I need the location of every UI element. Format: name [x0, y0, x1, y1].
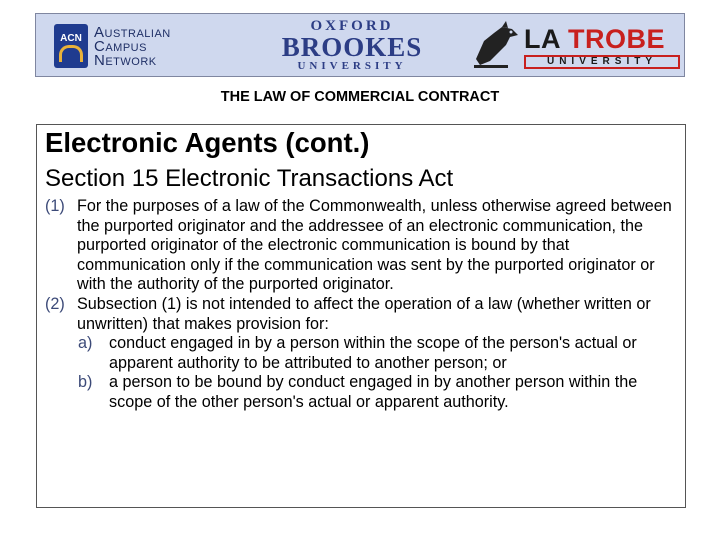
clause-number: (2)	[45, 294, 65, 313]
la-trobe-logo	[468, 19, 682, 73]
course-title: THE LAW OF COMMERCIAL CONTRACT	[220, 89, 500, 105]
clause-number: (1)	[45, 197, 65, 215]
la-trobe-wordmark	[524, 25, 665, 53]
oxford-brookes-logo	[254, 19, 450, 73]
acn-badge-label: ACN	[60, 33, 82, 44]
clause-2	[45, 295, 681, 334]
slide-heading: Electronic Agents (cont.)	[45, 127, 370, 158]
subclause-a	[78, 334, 681, 373]
subclause-text: conduct engaged in by a person within the scope of the person's actual or apparent authority to be attributed to another person; or	[109, 334, 637, 372]
acn-line-2: Campus	[94, 38, 147, 55]
brookes-line-2: BROOKES	[281, 32, 423, 62]
la-trobe-word-la: LA	[524, 24, 560, 54]
acn-badge-icon	[54, 24, 88, 68]
slide-content	[36, 124, 686, 508]
clause-text: Subsection (1) is not intended to affect the operation of a law (whether written or unwritten) that makes provision for:	[77, 294, 651, 333]
la-trobe-university-label: UNIVERSITY	[524, 55, 680, 69]
acn-arch-icon	[59, 45, 83, 62]
subclause-text: a person to be bound by conduct engaged in by another person within the scope of the other person's actual or apparent authority.	[109, 373, 638, 411]
acn-line-1: Australian	[94, 24, 171, 41]
subclause-letter: a)	[78, 334, 93, 353]
acn-wordmark	[94, 26, 171, 68]
la-trobe-emblem-icon	[468, 19, 522, 71]
clause-text: For the purposes of a law of the Commonwealth, unless otherwise agreed between the purported originator and the addressee of an electronic communication, the purported originator of the electronic communication is bound by that communication only if the communication was sent by the purported originator or with the authority of the purported originator.	[77, 197, 672, 294]
header-banner	[35, 13, 685, 77]
subclause-letter: b)	[78, 373, 93, 392]
acn-line-3: Network	[94, 52, 157, 69]
brookes-line-1: OXFORD	[310, 18, 394, 34]
la-trobe-word-trobe: TROBE	[568, 24, 666, 54]
clause-list	[45, 197, 681, 413]
subclause-b	[78, 373, 681, 412]
slide-subheading: Section 15 Electronic Transactions Act	[45, 165, 454, 192]
clause-1	[45, 197, 681, 295]
brookes-line-3: UNIVERSITY	[297, 60, 407, 72]
acn-logo	[54, 22, 224, 72]
